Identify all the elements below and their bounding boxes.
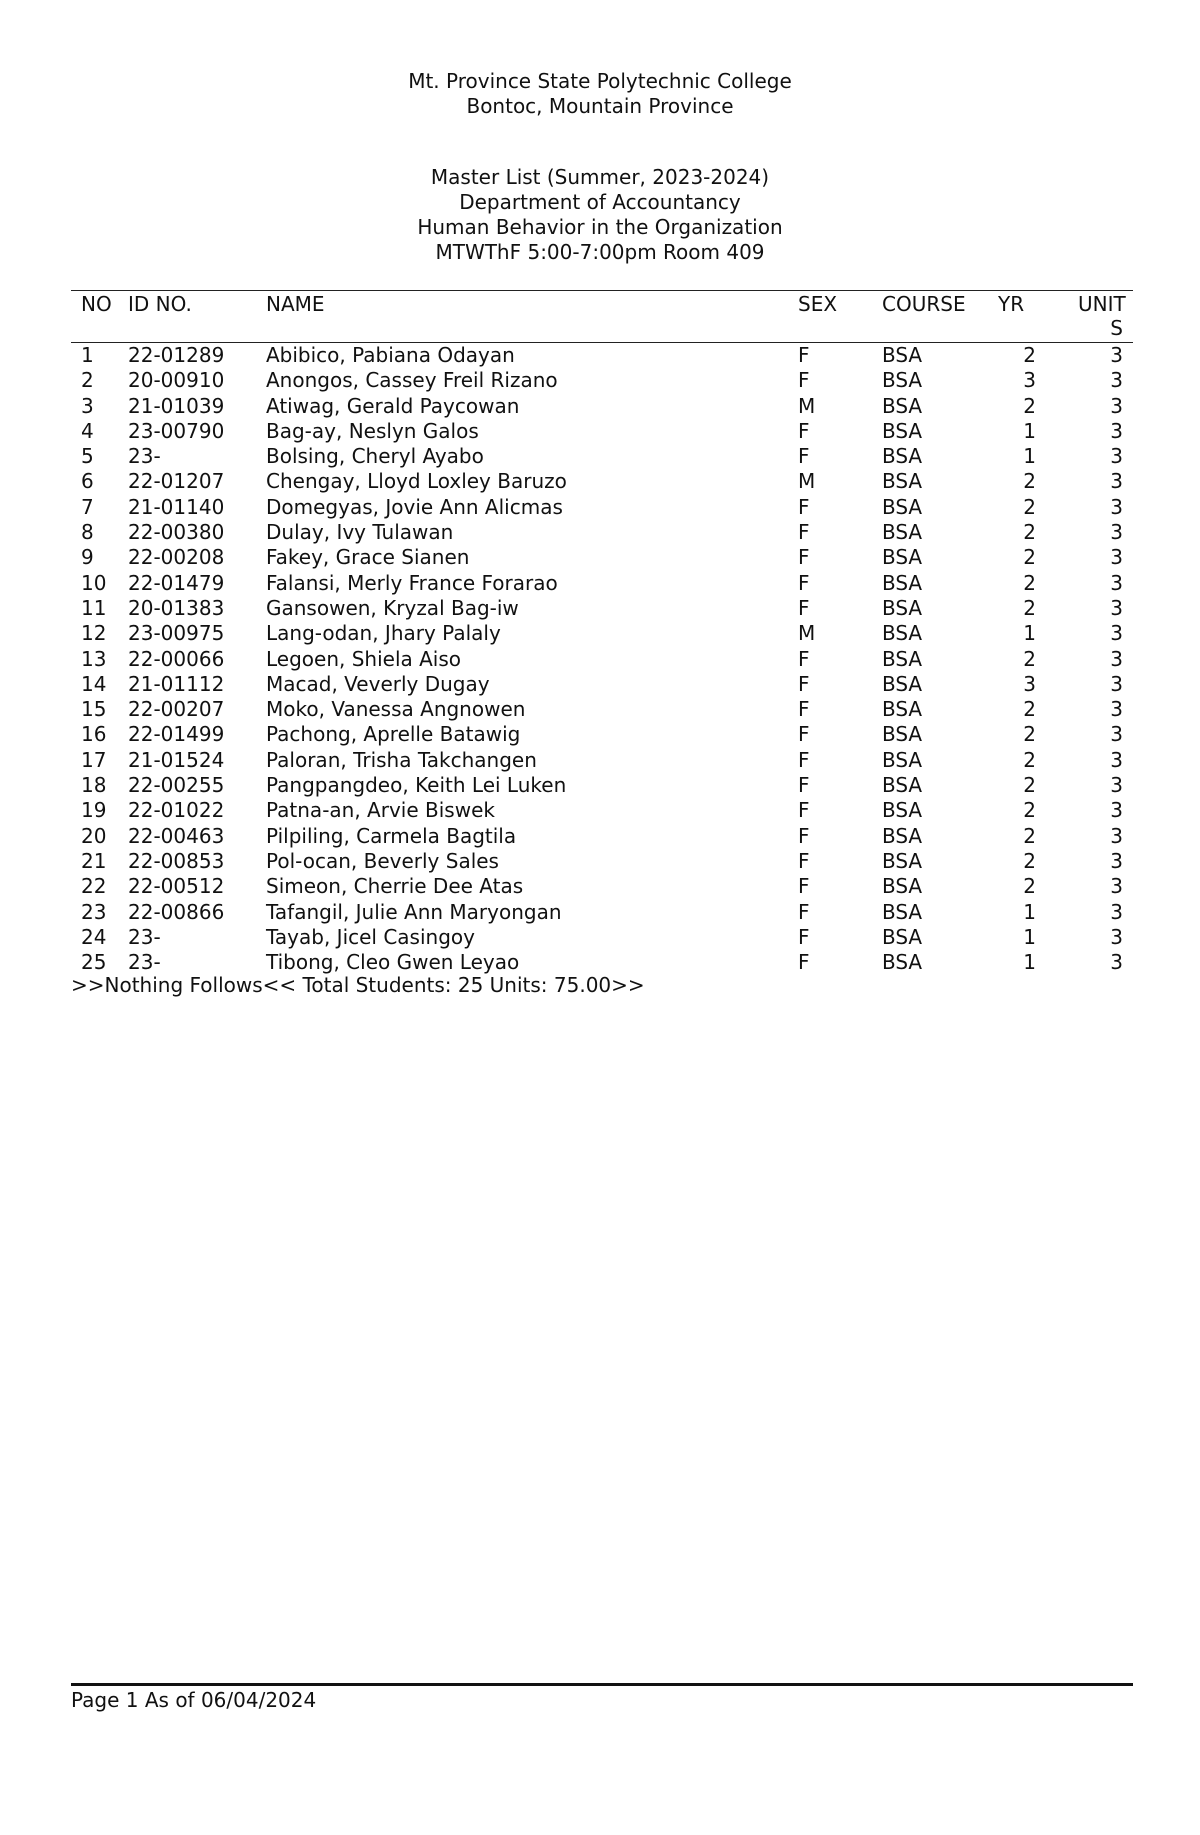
- cell-course: BSA: [882, 368, 923, 393]
- cell-name: Bolsing, Cheryl Ayabo: [266, 444, 484, 469]
- cell-no: 21: [81, 848, 107, 873]
- subject: Human Behavior in the Organization: [417, 215, 783, 239]
- col-header-yr: YR: [998, 292, 1025, 316]
- cell-name: Macad, Veverly Dugay: [266, 671, 490, 696]
- cell-id: 21-01039: [128, 393, 225, 418]
- cell-course: BSA: [882, 621, 923, 646]
- col-header-units: [1078, 290, 1133, 342]
- cell-sex: F: [798, 848, 810, 873]
- cell-id: 23-00790: [128, 418, 225, 443]
- cell-id: 23-00975: [128, 621, 225, 646]
- table-row: [71, 368, 1133, 393]
- col-header-sex: SEX: [798, 292, 838, 316]
- cell-yr: 2: [1023, 722, 1036, 747]
- cell-sex: F: [798, 520, 810, 545]
- table-row: [71, 950, 1133, 975]
- cell-units: 3: [1110, 393, 1123, 418]
- table-row: [71, 419, 1133, 444]
- cell-yr: 1: [1023, 444, 1036, 469]
- table-row: [71, 647, 1133, 672]
- table-row: [71, 925, 1133, 950]
- cell-yr: 1: [1023, 621, 1036, 646]
- cell-yr: 2: [1023, 595, 1036, 620]
- cell-no: 2: [81, 368, 94, 393]
- cell-id: 22-00866: [128, 899, 225, 924]
- institution-name: Mt. Province State Polytechnic College: [408, 69, 792, 93]
- cell-no: 10: [81, 570, 107, 595]
- student-roster-table: [71, 290, 1133, 975]
- cell-sex: F: [798, 444, 810, 469]
- cell-units: 3: [1110, 368, 1123, 393]
- col-header-id: ID NO.: [128, 292, 192, 316]
- cell-units: 3: [1110, 798, 1123, 823]
- cell-units: 3: [1110, 646, 1123, 671]
- cell-id: 22-01207: [128, 469, 225, 494]
- cell-id: 20-01383: [128, 595, 225, 620]
- cell-units: 3: [1110, 874, 1123, 899]
- cell-course: BSA: [882, 874, 923, 899]
- cell-units: 3: [1110, 570, 1123, 595]
- col-header-name: NAME: [266, 292, 325, 316]
- cell-id: 22-00255: [128, 773, 225, 798]
- cell-id: 22-00512: [128, 874, 225, 899]
- cell-course: BSA: [882, 595, 923, 620]
- cell-name: Anongos, Cassey Freil Rizano: [266, 368, 558, 393]
- cell-sex: F: [798, 368, 810, 393]
- cell-yr: 1: [1023, 899, 1036, 924]
- cell-id: 21-01112: [128, 671, 225, 696]
- cell-sex: F: [798, 595, 810, 620]
- cell-id: 22-00380: [128, 520, 225, 545]
- page-footer: Page 1 As of 06/04/2024: [71, 1688, 317, 1712]
- cell-units: 3: [1110, 545, 1123, 570]
- cell-id: 23-: [128, 950, 161, 975]
- cell-id: 23-: [128, 924, 161, 949]
- cell-units: 3: [1110, 343, 1123, 367]
- cell-id: 22-01289: [128, 343, 225, 367]
- table-row: [71, 342, 1133, 368]
- cell-yr: 2: [1023, 747, 1036, 772]
- table-row: [71, 798, 1133, 823]
- cell-no: 9: [81, 545, 94, 570]
- cell-sex: F: [798, 950, 810, 975]
- cell-course: BSA: [882, 899, 923, 924]
- table-row: [71, 824, 1133, 849]
- cell-name: Bag-ay, Neslyn Galos: [266, 418, 479, 443]
- cell-name: Chengay, Lloyd Loxley Baruzo: [266, 469, 567, 494]
- table-row: [71, 596, 1133, 621]
- cell-id: 22-00208: [128, 545, 225, 570]
- cell-no: 18: [81, 773, 107, 798]
- cell-name: Gansowen, Kryzal Bag-iw: [266, 595, 519, 620]
- cell-no: 12: [81, 621, 107, 646]
- cell-course: BSA: [882, 823, 923, 848]
- cell-yr: 2: [1023, 646, 1036, 671]
- cell-units: 3: [1110, 520, 1123, 545]
- cell-sex: F: [798, 494, 810, 519]
- cell-course: BSA: [882, 924, 923, 949]
- table-row: [71, 571, 1133, 596]
- footer-divider: [71, 1683, 1133, 1686]
- cell-sex: F: [798, 722, 810, 747]
- cell-units: 3: [1110, 722, 1123, 747]
- cell-yr: 2: [1023, 570, 1036, 595]
- cell-course: BSA: [882, 722, 923, 747]
- cell-yr: 2: [1023, 773, 1036, 798]
- cell-course: BSA: [882, 469, 923, 494]
- cell-name: Legoen, Shiela Aiso: [266, 646, 462, 671]
- cell-yr: 2: [1023, 798, 1036, 823]
- table-row: [71, 672, 1133, 697]
- cell-units: 3: [1110, 924, 1123, 949]
- cell-no: 6: [81, 469, 94, 494]
- cell-units: 3: [1110, 848, 1123, 873]
- cell-no: 19: [81, 798, 107, 823]
- cell-no: 13: [81, 646, 107, 671]
- cell-yr: 2: [1023, 520, 1036, 545]
- table-row: [71, 849, 1133, 874]
- cell-yr: 2: [1023, 545, 1036, 570]
- cell-id: 22-01022: [128, 798, 225, 823]
- cell-no: 16: [81, 722, 107, 747]
- cell-id: 22-00463: [128, 823, 225, 848]
- cell-name: Pachong, Aprelle Batawig: [266, 722, 521, 747]
- cell-units: 3: [1110, 469, 1123, 494]
- col-header-units-line1: UNIT: [1078, 292, 1126, 316]
- institution-location: Bontoc, Mountain Province: [466, 94, 734, 118]
- cell-sex: F: [798, 773, 810, 798]
- cell-name: Tayab, Jicel Casingoy: [266, 924, 475, 949]
- cell-name: Falansi, Merly France Forarao: [266, 570, 558, 595]
- cell-units: 3: [1110, 773, 1123, 798]
- cell-units: 3: [1110, 494, 1123, 519]
- cell-id: 22-00066: [128, 646, 225, 671]
- table-row: [71, 748, 1133, 773]
- cell-sex: F: [798, 646, 810, 671]
- cell-course: BSA: [882, 697, 923, 722]
- cell-yr: 2: [1023, 874, 1036, 899]
- cell-name: Atiwag, Gerald Paycowan: [266, 393, 520, 418]
- cell-name: Lang-odan, Jhary Palaly: [266, 621, 501, 646]
- cell-name: Tafangil, Julie Ann Maryongan: [266, 899, 562, 924]
- cell-sex: F: [798, 545, 810, 570]
- cell-yr: 2: [1023, 823, 1036, 848]
- cell-no: 17: [81, 747, 107, 772]
- cell-sex: F: [798, 418, 810, 443]
- cell-yr: 1: [1023, 950, 1036, 975]
- cell-course: BSA: [882, 520, 923, 545]
- cell-id: 22-01499: [128, 722, 225, 747]
- cell-yr: 1: [1023, 418, 1036, 443]
- cell-no: 11: [81, 595, 107, 620]
- cell-yr: 2: [1023, 697, 1036, 722]
- cell-sex: F: [798, 823, 810, 848]
- cell-name: Simeon, Cherrie Dee Atas: [266, 874, 524, 899]
- table-row: [71, 495, 1133, 520]
- cell-sex: F: [798, 671, 810, 696]
- cell-no: 3: [81, 393, 94, 418]
- cell-no: 23: [81, 899, 107, 924]
- cell-units: 3: [1110, 697, 1123, 722]
- cell-units: 3: [1110, 621, 1123, 646]
- cell-no: 8: [81, 520, 94, 545]
- cell-name: Paloran, Trisha Takchangen: [266, 747, 537, 772]
- summary-line: >>Nothing Follows<< Total Students: 25 Units: 75.00>>: [71, 973, 645, 997]
- cell-yr: 1: [1023, 924, 1036, 949]
- cell-id: 22-00853: [128, 848, 225, 873]
- cell-no: 7: [81, 494, 94, 519]
- cell-sex: F: [798, 747, 810, 772]
- cell-name: Pol-ocan, Beverly Sales: [266, 848, 499, 873]
- cell-course: BSA: [882, 747, 923, 772]
- table-row: [71, 722, 1133, 747]
- cell-course: BSA: [882, 773, 923, 798]
- cell-sex: F: [798, 924, 810, 949]
- table-row: [71, 874, 1133, 899]
- cell-course: BSA: [882, 950, 923, 975]
- cell-id: 20-00910: [128, 368, 225, 393]
- cell-id: 21-01524: [128, 747, 225, 772]
- table-header-row: [71, 290, 1133, 342]
- cell-course: BSA: [882, 545, 923, 570]
- cell-no: 22: [81, 874, 107, 899]
- cell-course: BSA: [882, 671, 923, 696]
- cell-yr: 2: [1023, 469, 1036, 494]
- list-title: Master List (Summer, 2023-2024): [430, 165, 770, 189]
- cell-course: BSA: [882, 393, 923, 418]
- cell-sex: M: [798, 469, 816, 494]
- course-header: [0, 165, 1200, 265]
- cell-yr: 2: [1023, 343, 1036, 367]
- cell-units: 3: [1110, 444, 1123, 469]
- cell-no: 4: [81, 418, 94, 443]
- cell-course: BSA: [882, 848, 923, 873]
- cell-units: 3: [1110, 671, 1123, 696]
- department: Department of Accountancy: [459, 190, 741, 214]
- cell-course: BSA: [882, 646, 923, 671]
- cell-course: BSA: [882, 444, 923, 469]
- cell-name: Pilpiling, Carmela Bagtila: [266, 823, 517, 848]
- cell-units: 3: [1110, 950, 1123, 975]
- table-row: [71, 469, 1133, 494]
- cell-id: 22-00207: [128, 697, 225, 722]
- cell-no: 1: [81, 343, 94, 367]
- table-row: [71, 520, 1133, 545]
- cell-name: Patna-an, Arvie Biswek: [266, 798, 495, 823]
- cell-no: 20: [81, 823, 107, 848]
- cell-id: 23-: [128, 444, 161, 469]
- cell-yr: 2: [1023, 393, 1036, 418]
- cell-id: 22-01479: [128, 570, 225, 595]
- col-header-course: COURSE: [882, 292, 966, 316]
- cell-yr: 3: [1023, 671, 1036, 696]
- table-row: [71, 394, 1133, 419]
- cell-name: Dulay, Ivy Tulawan: [266, 520, 454, 545]
- col-header-no: NO: [81, 292, 112, 316]
- cell-sex: F: [798, 874, 810, 899]
- table-row: [71, 621, 1133, 646]
- cell-name: Tibong, Cleo Gwen Leyao: [266, 950, 520, 975]
- cell-id: 21-01140: [128, 494, 225, 519]
- cell-yr: 2: [1023, 848, 1036, 873]
- cell-units: 3: [1110, 747, 1123, 772]
- table-row: [71, 773, 1133, 798]
- roster-body: [71, 342, 1133, 975]
- cell-units: 3: [1110, 823, 1123, 848]
- col-header-units-line2: S: [1110, 316, 1123, 340]
- table-row: [71, 545, 1133, 570]
- cell-sex: F: [798, 343, 810, 367]
- cell-course: BSA: [882, 418, 923, 443]
- cell-yr: 2: [1023, 494, 1036, 519]
- cell-sex: F: [798, 697, 810, 722]
- table-row: [71, 900, 1133, 925]
- cell-no: 15: [81, 697, 107, 722]
- cell-name: Pangpangdeo, Keith Lei Luken: [266, 773, 567, 798]
- cell-course: BSA: [882, 494, 923, 519]
- table-row: [71, 444, 1133, 469]
- cell-name: Domegyas, Jovie Ann Alicmas: [266, 494, 563, 519]
- cell-yr: 3: [1023, 368, 1036, 393]
- cell-no: 5: [81, 444, 94, 469]
- cell-no: 25: [81, 950, 107, 975]
- cell-course: BSA: [882, 798, 923, 823]
- cell-sex: F: [798, 570, 810, 595]
- cell-units: 3: [1110, 899, 1123, 924]
- cell-course: BSA: [882, 570, 923, 595]
- cell-sex: M: [798, 393, 816, 418]
- cell-units: 3: [1110, 418, 1123, 443]
- cell-sex: F: [798, 798, 810, 823]
- cell-name: Abibico, Pabiana Odayan: [266, 343, 515, 367]
- cell-name: Fakey, Grace Sianen: [266, 545, 470, 570]
- schedule: MTWThF 5:00-7:00pm Room 409: [435, 240, 765, 264]
- institution-header: [0, 69, 1200, 119]
- cell-course: BSA: [882, 343, 923, 367]
- table-row: [71, 697, 1133, 722]
- cell-no: 24: [81, 924, 107, 949]
- cell-name: Moko, Vanessa Angnowen: [266, 697, 526, 722]
- cell-no: 14: [81, 671, 107, 696]
- cell-units: 3: [1110, 595, 1123, 620]
- cell-sex: M: [798, 621, 816, 646]
- cell-sex: F: [798, 899, 810, 924]
